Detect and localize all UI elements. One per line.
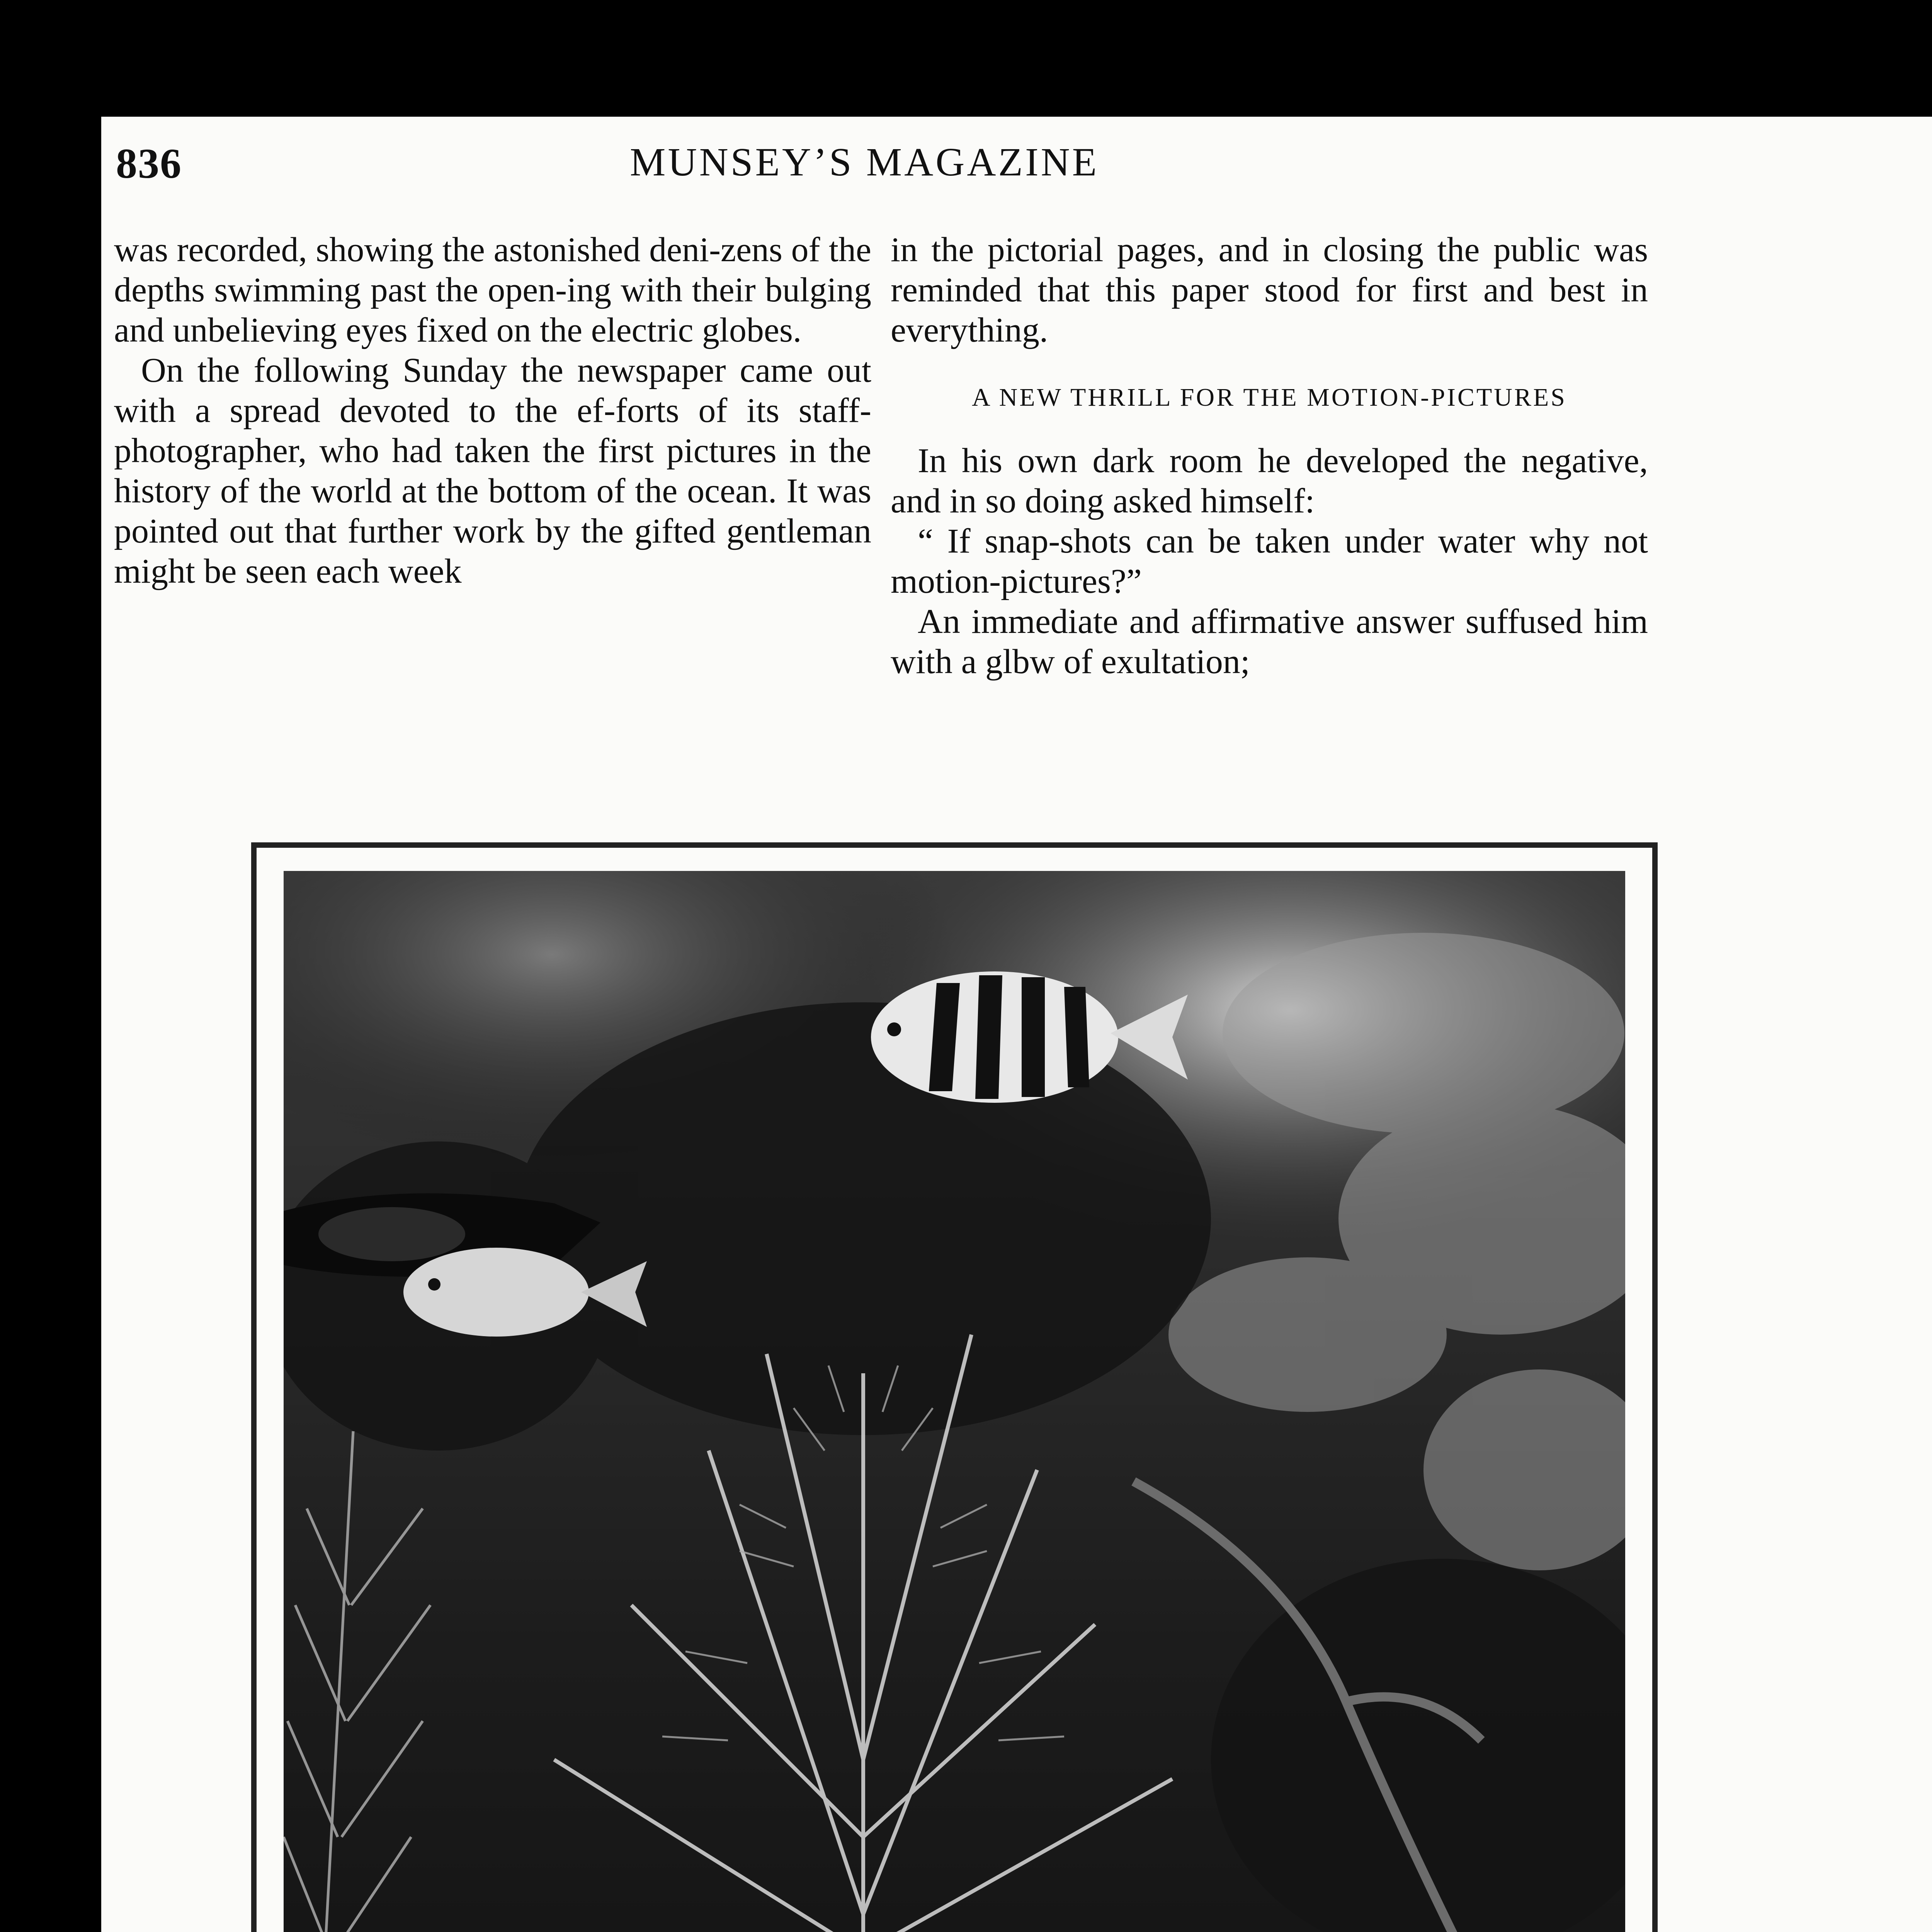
right-column [891,230,1648,682]
paragraph: was recorded, showing the astonished deni-zens of the depths swimming past the open-ing with their bulging and unbelieving eyes fixed on the electric globes. [114,231,871,349]
ocean-floor-photo [284,871,1625,1932]
paragraph: in the pictorial pages, and in closing the public was reminded that this paper stood for first and best in everything. [891,231,1648,349]
magazine-title: MUNSEY’S MAGAZINE [630,140,1099,184]
article-body [114,230,1725,810]
paragraph: “ If snap-shots can be taken under water why not motion-pictures?” [891,522,1648,600]
paragraph: An immediate and affirmative answer suffused him with a glbw of exultation; [891,602,1648,681]
paragraph: In his own dark room he developed the negative, and in so doing asked himself: [891,442,1648,520]
section-heading: A NEW THRILL FOR THE MOTION-PICTURES [972,383,1567,412]
running-head [116,139,1719,201]
paragraph: On the following Sunday the newspaper came out with a spread devoted to the ef-forts of its staff-photographer, who had taken the first pictures in the history of the world at the bottom of the ocean. It was pointed out that further work by the gifted gentleman might be seen each week [114,351,871,590]
page-number: 836 [116,140,182,187]
left-column [114,230,871,592]
figure-frame [251,842,1658,1932]
